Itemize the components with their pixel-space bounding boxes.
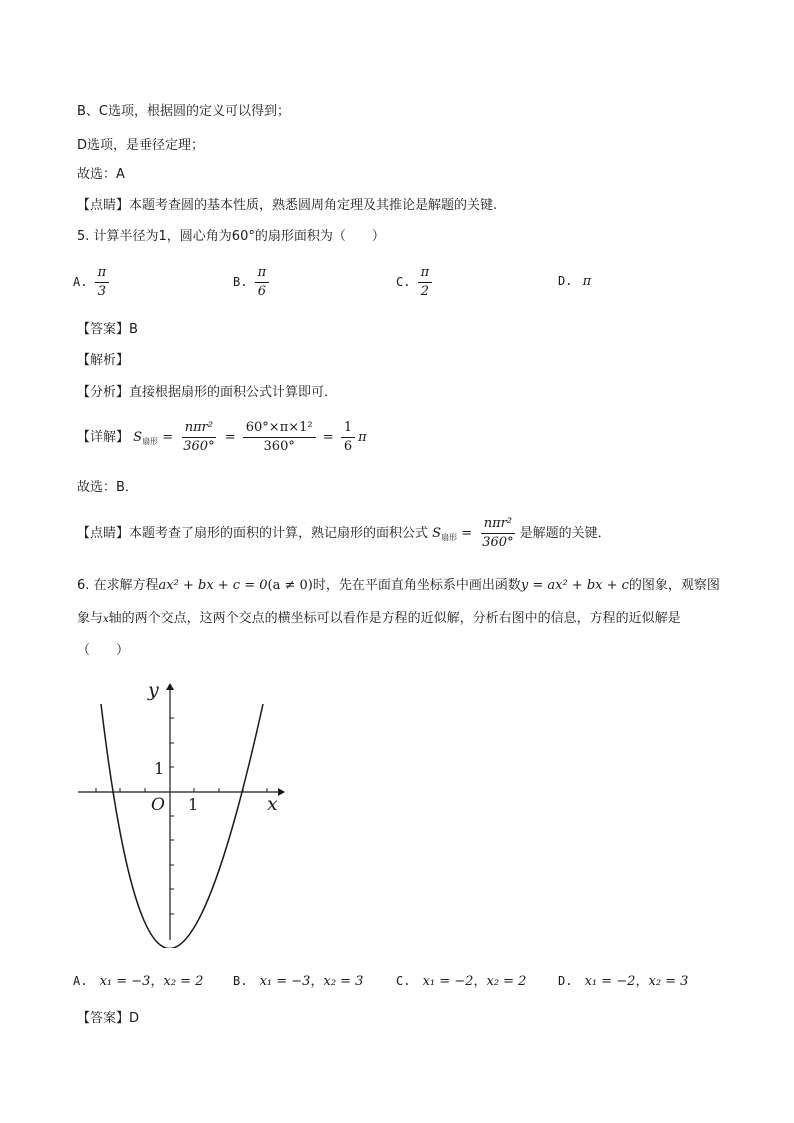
- option-letter: D.: [558, 974, 573, 988]
- option-letter: C.: [396, 275, 411, 289]
- comment-text-end: 是解题的关键．: [519, 526, 611, 541]
- x-unit-label: 1: [188, 795, 199, 814]
- q6-stem-line1: 6. 在求解方程ax² + bx + c = 0(a ≠ 0)时，先在平面直角坐标系中画出函数y = ax² + bx + c的图象，观察图: [77, 578, 720, 593]
- q6-option-c: C. x₁ = −2，x₂ = 2: [396, 974, 527, 989]
- comment-text: 本题考查圆的基本性质，熟悉圆周角定理及其推论是解题的关键.: [129, 198, 498, 213]
- origin-label: O: [151, 795, 165, 815]
- q5-answer: [77, 320, 138, 340]
- area-symbol: S: [133, 430, 143, 445]
- pi-symbol: π: [358, 430, 367, 445]
- substituted-fraction: $\frac{\text{60°×π×1²}}{360^\circ}$: [243, 419, 316, 456]
- prev-d-line: D选项，是垂径定理；: [77, 138, 205, 153]
- equation-condition: (a ≠ 0): [267, 578, 313, 593]
- equals: =: [224, 430, 236, 445]
- q5-comment: [77, 514, 611, 558]
- comment-tag: 【点睛】: [77, 526, 130, 541]
- prev-bc-line: B、C选项，根据圆的定义可以得到；: [77, 104, 290, 119]
- result-fraction: $\frac{1}{6}$: [341, 419, 355, 456]
- parabola-graph: [74, 678, 304, 948]
- option-letter: B.: [233, 275, 248, 289]
- q5-stem: 5. 计算半径为1，圆心角为60°的扇形面积为（ ）: [77, 229, 385, 244]
- x-axis-label: x: [267, 793, 278, 815]
- q6-stem-line2: 象与x轴的两个交点，这两个交点的横坐标可以看作是方程的近似解，分析右图中的信息，方程的近似解是: [77, 611, 681, 626]
- fraction: $\frac{\pi}{6}$: [255, 264, 270, 301]
- q5-option-a: [73, 264, 112, 301]
- q5-option-d: [558, 274, 591, 289]
- fenxi-tag: 【分析】: [77, 385, 130, 400]
- option-letter: C.: [396, 974, 411, 988]
- q5-choice: 故选：B．: [77, 480, 138, 495]
- q6-option-b: B. x₁ = −3，x₂ = 3: [233, 974, 364, 989]
- q5-fenxi: [77, 383, 337, 403]
- comment-text: 本题考查了扇形的面积的计算，熟记扇形的面积公式: [129, 526, 429, 541]
- formula-fraction: $\frac{\text{nπr²}}{360^\circ}$: [183, 420, 215, 454]
- q6-stem-line3: （ ）: [77, 643, 130, 658]
- equals: =: [322, 430, 334, 445]
- option-value: π: [582, 274, 592, 289]
- option-letter: D.: [558, 274, 573, 288]
- y-unit-label: 1: [154, 759, 165, 778]
- answer-value: D: [129, 1011, 140, 1026]
- y-axis-label: y: [148, 679, 159, 701]
- option-letter: A.: [73, 275, 88, 289]
- q5-analysis-tag: 【解析】: [77, 353, 130, 368]
- q6-answer: [77, 1009, 139, 1029]
- fraction: $\frac{\pi}{3}$: [95, 264, 110, 301]
- option-letter: B.: [233, 974, 248, 988]
- area-subscript: 扇形: [142, 437, 159, 446]
- answer-tag: 【答案】: [77, 1011, 130, 1026]
- equation-quadratic: ax² + bx + c = 0: [158, 578, 268, 593]
- area-subscript: 扇形: [441, 533, 458, 542]
- q5-option-c: [396, 264, 435, 301]
- x-variable: x: [103, 614, 109, 625]
- fenxi-text: 直接根据扇形的面积公式计算即可．: [129, 385, 338, 400]
- prev-comment: [77, 196, 497, 216]
- function-expression: y = ax² + bx + c: [520, 578, 629, 593]
- answer-value: B: [129, 322, 138, 337]
- parabola-curve: [101, 704, 263, 948]
- q6-option-a: A. x₁ = −3，x₂ = 2: [73, 974, 204, 989]
- q6-option-d: D. x₁ = −2，x₂ = 3: [558, 974, 689, 989]
- y-ticks: [170, 718, 174, 914]
- q5-detail: [77, 418, 367, 462]
- formula-fraction: $\frac{\text{nπr²}}{360^\circ}$: [482, 516, 514, 550]
- prev-choice: 故选：A: [77, 167, 125, 182]
- answer-tag: 【答案】: [77, 322, 130, 337]
- equals: =: [162, 430, 174, 445]
- detail-tag: 【详解】: [77, 430, 130, 445]
- area-symbol: S: [432, 526, 442, 541]
- fraction: $\frac{\pi}{2}$: [418, 264, 433, 301]
- comment-tag: 【点睛】: [77, 198, 130, 213]
- option-letter: A.: [73, 974, 88, 988]
- q5-option-b: [233, 264, 272, 301]
- equals: =: [461, 526, 473, 541]
